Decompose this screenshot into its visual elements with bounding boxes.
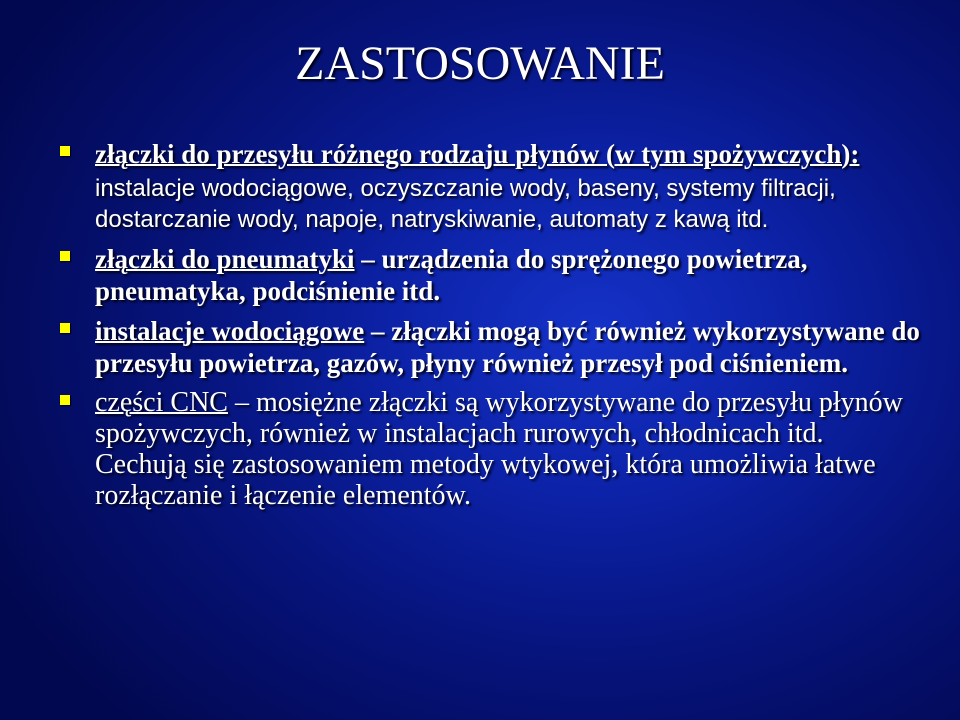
bullet-list xyxy=(95,138,920,519)
bullet-body: – mosiężne złączki są wykorzystywane do przesyłu płynów spożywczych, również w instalacjach rurowych, chłodnicach itd. Cechują się zastosowaniem metody wtykowej, która umożliwia łatwe rozłączanie i łączenie elementów. xyxy=(95,387,903,511)
bullet-item-fluids xyxy=(95,138,920,235)
bullet-heading: części CNC xyxy=(95,387,228,418)
bullet-body: – urządzenia do sprężonego powietrza, pneumatyka, podciśnienie itd. xyxy=(95,244,808,306)
bullet-heading: instalacje wodociągowe xyxy=(95,316,365,346)
bullet-item-water-installations xyxy=(95,315,920,379)
bullet-item-pneumatics xyxy=(95,243,920,307)
square-bullet-icon xyxy=(60,251,70,261)
bullet-item-cnc-parts xyxy=(95,387,920,511)
bullet-heading: złączki do przesyłu różnego rodzaju płynów (w tym spożywczych): xyxy=(95,139,860,169)
slide-title: ZASTOSOWANIE xyxy=(295,37,665,90)
square-bullet-icon xyxy=(60,146,70,156)
bullet-body: instalacje wodociągowe, oczyszczanie wody, baseny, systemy filtracji, dostarczanie wody, napoje, natryskiwanie, automaty z kawą itd. xyxy=(95,175,836,233)
square-bullet-icon xyxy=(60,395,70,405)
bullet-heading: złączki do pneumatyki xyxy=(95,244,355,274)
square-bullet-icon xyxy=(60,323,70,333)
bullet-body: – złączki mogą być również wykorzystywane do przesyłu powietrza, gazów, płyny również przesył pod ciśnieniem. xyxy=(95,316,920,378)
